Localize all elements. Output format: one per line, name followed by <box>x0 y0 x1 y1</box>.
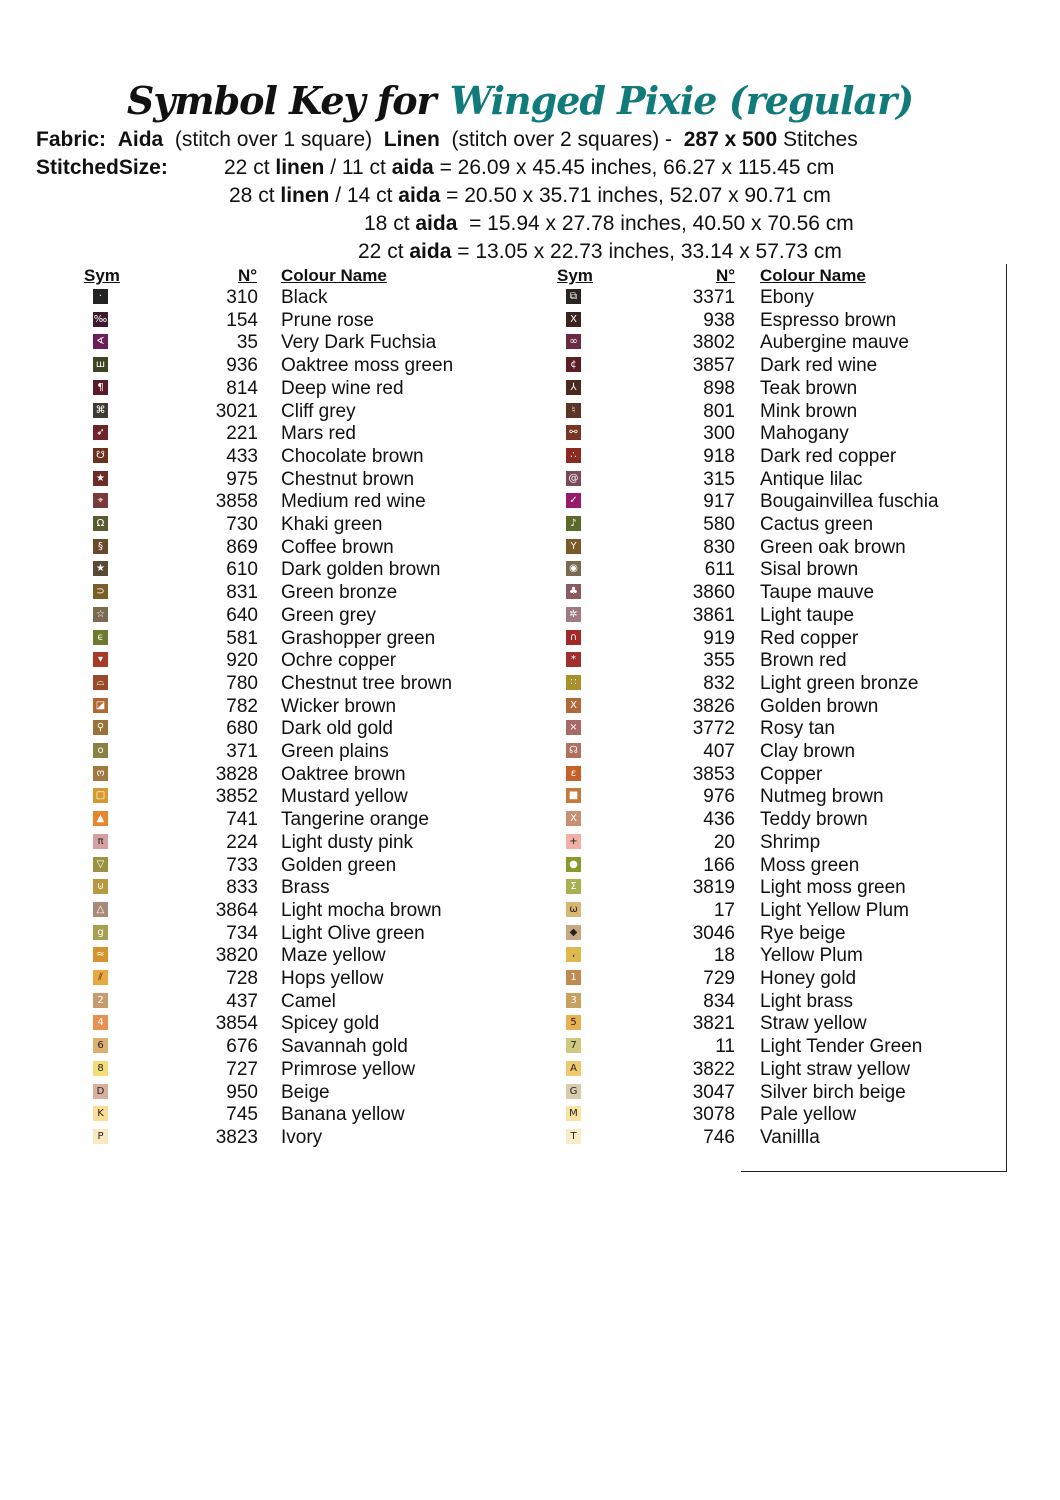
colour-name: Light moss green <box>760 877 906 899</box>
symbol-swatch-icon: ⌘ <box>93 403 108 418</box>
stitch-count: 287 x 500 <box>683 128 778 151</box>
thread-number: 355 <box>703 650 735 672</box>
colour-name: Oaktree brown <box>281 763 406 785</box>
colour-name: Wicker brown <box>281 695 397 717</box>
colour-name: Nutmeg brown <box>760 786 884 808</box>
colour-name: Dark old gold <box>281 718 393 740</box>
thread-number: 834 <box>703 990 735 1012</box>
symbol-swatch-icon: ⌖ <box>93 493 108 508</box>
colour-name: Ebony <box>760 287 814 308</box>
symbol-swatch-icon: ⧉ <box>566 289 581 304</box>
colour-name: Cactus green <box>760 514 874 535</box>
colour-name: Straw yellow <box>760 1013 867 1035</box>
symbol-swatch-icon: ☋ <box>93 448 108 463</box>
symbol-swatch-icon: ◉ <box>566 561 581 576</box>
colour-name: Mars red <box>281 423 356 445</box>
symbol-swatch-icon: M <box>566 1106 581 1121</box>
table-border-bottom <box>741 1171 1007 1172</box>
thread-number: 780 <box>226 672 258 694</box>
fabric-label: Fabric: <box>36 128 107 151</box>
symbol-swatch-icon: ♣ <box>566 584 581 599</box>
colour-name: Grashopper green <box>281 627 436 649</box>
thread-number: 3828 <box>215 763 258 785</box>
thread-number: 917 <box>703 491 735 513</box>
symbol-swatch-icon: Ω <box>93 516 108 531</box>
size-line-2: 28 ct linen / 14 ct aida = 20.50 x 35.71 inches, 52.07 x 90.71 cm <box>229 184 831 207</box>
symbol-swatch-icon: o <box>93 743 108 758</box>
thread-number: 801 <box>703 400 735 422</box>
pattern-name: Winged Pixie (regular) <box>449 78 914 123</box>
thread-number: 221 <box>226 423 258 445</box>
symbol-swatch-icon: D <box>93 1084 108 1099</box>
thread-number: 741 <box>226 809 258 831</box>
colour-name: Chestnut tree brown <box>281 672 453 694</box>
symbol-swatch-icon: ε <box>566 766 581 781</box>
thread-number: 830 <box>703 536 735 558</box>
thread-number: 728 <box>226 968 258 989</box>
thread-number: 936 <box>226 355 258 377</box>
symbol-swatch-icon: ◆ <box>566 925 581 940</box>
thread-number: 733 <box>226 854 258 876</box>
symbol-swatch-icon: T <box>566 1129 581 1144</box>
thread-number: 3857 <box>692 355 735 377</box>
symbol-swatch-icon: ◪ <box>93 698 108 713</box>
thread-number: 729 <box>703 968 735 989</box>
colour-name: Light dusty pink <box>281 831 414 853</box>
symbol-swatch-icon: × <box>566 720 581 735</box>
size-line-1: 22 ct linen / 11 ct aida = 26.09 x 45.45 inches, 66.27 x 115.45 cm <box>224 156 835 179</box>
thread-number: 310 <box>226 287 258 308</box>
colour-name: Light Yellow Plum <box>760 899 909 921</box>
colour-name: Dark red wine <box>760 355 878 377</box>
colour-name: Shrimp <box>760 831 821 853</box>
symbol-swatch-icon: ∢ <box>93 334 108 349</box>
symbol-swatch-icon: Σ <box>566 879 581 894</box>
thread-number: 3772 <box>692 718 735 740</box>
symbol-swatch-icon: ¶ <box>93 380 108 395</box>
colour-name: Medium red wine <box>281 491 426 513</box>
header-name-right: Colour Name <box>760 266 866 285</box>
thread-number: 3852 <box>215 786 258 808</box>
symbol-swatch-icon: ✓ <box>566 493 581 508</box>
colour-name: Mustard yellow <box>281 786 408 808</box>
colour-name: Black <box>281 287 328 308</box>
colour-name: Green grey <box>281 604 377 626</box>
symbol-swatch-icon: G <box>566 1084 581 1099</box>
thread-number: 831 <box>226 582 258 604</box>
thread-number: 17 <box>713 899 735 921</box>
thread-number: 680 <box>226 718 258 740</box>
colour-name: Vanillla <box>760 1126 820 1148</box>
colour-name: Light brass <box>760 990 853 1012</box>
symbol-swatch-icon: ▾ <box>93 652 108 667</box>
header-sym-left: Sym <box>84 266 120 285</box>
colour-name: Ochre copper <box>281 650 397 672</box>
symbol-swatch-icon: X <box>566 698 581 713</box>
symbol-swatch-icon: ، <box>566 947 581 962</box>
colour-name: Cliff grey <box>281 400 356 422</box>
symbol-swatch-icon: ⚯ <box>566 425 581 440</box>
symbol-swatch-icon: ⅄ <box>566 380 581 395</box>
thread-number: 437 <box>226 990 258 1012</box>
symbol-swatch-icon: ♪ <box>566 516 581 531</box>
thread-number: 315 <box>703 468 735 490</box>
symbol-swatch-icon: ϵ <box>93 630 108 645</box>
colour-name: Dark golden brown <box>281 559 441 581</box>
thread-number: 580 <box>703 514 735 535</box>
colour-name: Beige <box>281 1081 330 1103</box>
colour-name: Taupe mauve <box>760 582 875 604</box>
symbol-swatch-icon: 2 <box>93 993 108 1008</box>
stitched-size-label: StitchedSize: <box>36 156 168 179</box>
colour-name: Primrose yellow <box>281 1058 416 1080</box>
colour-name: Green oak brown <box>760 536 906 558</box>
thread-number: 730 <box>226 514 258 535</box>
colour-name: Deep wine red <box>281 377 404 399</box>
colour-name: Green plains <box>281 741 389 762</box>
symbol-swatch-icon: ‰ <box>93 313 108 325</box>
thread-number: 3823 <box>215 1126 258 1148</box>
table-border-right <box>1006 264 1007 1172</box>
symbol-swatch-icon: ★ <box>93 471 108 486</box>
symbol-swatch-icon: ■ <box>566 788 581 803</box>
colour-name: Brown red <box>760 650 847 672</box>
symbol-swatch-icon: ☆ <box>93 607 108 622</box>
symbol-swatch-icon: 6 <box>93 1038 108 1053</box>
colour-name: Oaktree moss green <box>281 355 454 377</box>
symbol-swatch-icon: ⚲ <box>93 720 108 735</box>
symbol-swatch-icon: ⊍ <box>93 879 108 894</box>
colour-name: Banana yellow <box>281 1104 405 1126</box>
thread-number: 581 <box>226 627 258 649</box>
thread-number: 745 <box>226 1104 258 1126</box>
symbol-swatch-icon: ∞ <box>566 334 581 349</box>
symbol-swatch-icon: § <box>93 539 108 554</box>
header-num-left: N° <box>238 266 258 285</box>
colour-name: Copper <box>760 763 823 785</box>
symbol-swatch-icon: ● <box>566 857 581 872</box>
thread-number: 746 <box>703 1126 735 1148</box>
symbol-swatch-icon: ⊃ <box>93 584 108 599</box>
symbol-swatch-icon: X <box>566 811 581 826</box>
symbol-swatch-icon: □ <box>93 788 108 803</box>
thread-number: 3820 <box>215 945 258 967</box>
thread-number: 224 <box>226 831 258 853</box>
thread-number: 3822 <box>692 1058 735 1080</box>
colour-name: Bougainvillea fuschia <box>760 491 939 513</box>
header-num-right: N° <box>716 266 736 285</box>
colour-name: Brass <box>281 877 330 899</box>
thread-number: 3826 <box>692 695 735 717</box>
thread-number: 3078 <box>692 1104 735 1126</box>
colour-name: Mahogany <box>760 423 849 445</box>
header-name-left: Colour Name <box>281 266 387 285</box>
symbol-swatch-icon: ➶ <box>93 425 108 440</box>
colour-name: Chestnut brown <box>281 468 415 490</box>
thread-number: 734 <box>226 922 258 944</box>
colour-name: Light taupe <box>760 604 855 626</box>
colour-name: Clay brown <box>760 741 856 762</box>
colour-name: Silver birch beige <box>760 1081 906 1103</box>
symbol-swatch-icon: ∴ <box>566 448 581 463</box>
symbol-swatch-icon: △ <box>93 902 108 917</box>
thread-number: 976 <box>703 786 735 808</box>
thread-number: 938 <box>703 309 735 331</box>
colour-name: Prune rose <box>281 309 374 331</box>
symbol-swatch-icon: ☊ <box>566 743 581 758</box>
colour-name: Spicey gold <box>281 1013 380 1035</box>
thread-number: 154 <box>226 309 258 331</box>
symbol-swatch-icon: π <box>93 834 108 849</box>
thread-number: 3864 <box>215 899 258 921</box>
thread-number: 3858 <box>215 491 258 513</box>
symbol-swatch-icon: ω <box>566 902 581 917</box>
thread-number: 3854 <box>215 1013 258 1035</box>
symbol-swatch-icon: 5 <box>566 1015 581 1030</box>
thread-number: 3861 <box>692 604 735 626</box>
colour-name: Mink brown <box>760 400 858 422</box>
symbol-swatch-icon: X <box>566 312 581 327</box>
symbol-swatch-icon: ★ <box>93 561 108 576</box>
colour-name: Light Olive green <box>281 922 425 944</box>
thread-number: 950 <box>226 1081 258 1103</box>
colour-name: Red copper <box>760 627 859 649</box>
colour-name: Dark red copper <box>760 445 897 467</box>
colour-name: Golden brown <box>760 695 879 717</box>
thread-number: 20 <box>713 831 735 853</box>
thread-number: 11 <box>715 1036 735 1058</box>
symbol-swatch-icon: ⌓ <box>93 675 108 690</box>
colour-name: Teddy brown <box>760 809 868 831</box>
thread-number: 920 <box>226 650 258 672</box>
fabric-line <box>36 128 858 152</box>
thread-number: 18 <box>713 945 735 967</box>
size-line-4: 22 ct aida = 13.05 x 22.73 inches, 33.14 x 57.73 cm <box>358 240 842 263</box>
colour-name: Very Dark Fuchsia <box>281 332 437 354</box>
header-sym-right: Sym <box>557 266 593 285</box>
thread-number: 975 <box>226 468 258 490</box>
thread-number: 3860 <box>692 582 735 604</box>
symbol-swatch-icon: ≈ <box>93 947 108 962</box>
thread-number: 35 <box>236 332 258 354</box>
symbol-swatch-icon: ✲ <box>566 607 581 622</box>
symbol-swatch-icon: 8 <box>93 1061 108 1076</box>
colour-name: Antique lilac <box>760 468 863 490</box>
colour-name: Light straw yellow <box>760 1058 910 1080</box>
thread-number: 918 <box>703 445 735 467</box>
symbol-swatch-icon: ▽ <box>93 857 108 872</box>
linen-note: (stitch over 2 squares) - <box>451 128 673 151</box>
symbol-swatch-icon: 3 <box>566 993 581 1008</box>
symbol-swatch-icon: 4 <box>93 1015 108 1030</box>
thread-number: 433 <box>226 445 258 467</box>
colour-name: Light mocha brown <box>281 899 442 921</box>
symbol-swatch-icon: @ <box>566 471 581 486</box>
colour-name: Tangerine orange <box>281 809 429 831</box>
symbol-swatch-icon: K <box>93 1106 108 1121</box>
symbol-swatch-icon: ∩ <box>566 630 581 645</box>
stitches-label: Stitches <box>783 128 858 151</box>
thread-number: 166 <box>703 854 735 876</box>
thread-number: 300 <box>703 423 735 445</box>
thread-number: 611 <box>704 559 735 581</box>
symbol-swatch-icon: ♮ <box>566 403 581 418</box>
symbol-swatch-icon: P <box>93 1129 108 1144</box>
thread-number: 832 <box>703 672 735 694</box>
fabric-aida: Aida <box>117 128 164 151</box>
symbol-swatch-icon: + <box>566 834 581 849</box>
thread-number: 727 <box>226 1058 258 1080</box>
symbol-swatch-icon: 1 <box>566 970 581 985</box>
thread-number: 3046 <box>692 922 735 944</box>
symbol-swatch-icon: ш <box>93 357 108 372</box>
thread-number: 3371 <box>692 287 735 308</box>
thread-number: 898 <box>703 377 735 399</box>
colour-name: Espresso brown <box>760 309 897 331</box>
thread-number: 3021 <box>215 400 258 422</box>
thread-number: 833 <box>226 877 258 899</box>
thread-number: 3047 <box>692 1081 735 1103</box>
colour-name: Chocolate brown <box>281 445 424 467</box>
colour-name: Light green bronze <box>760 672 919 694</box>
colour-name: Green bronze <box>281 582 398 604</box>
colour-name: Honey gold <box>760 968 857 989</box>
colour-name: Ivory <box>281 1126 323 1148</box>
thread-number: 814 <box>226 377 258 399</box>
colour-name: Teak brown <box>760 377 858 399</box>
symbol-swatch-icon: ⫽ <box>93 970 108 985</box>
thread-number: 869 <box>226 536 258 558</box>
thread-number: 676 <box>226 1036 258 1058</box>
colour-name: Maze yellow <box>281 945 386 967</box>
symbol-swatch-icon: ო <box>93 766 108 781</box>
thread-number: 610 <box>226 559 258 581</box>
colour-name: Pale yellow <box>760 1104 857 1126</box>
fabric-linen: Linen <box>383 128 440 151</box>
symbol-swatch-icon: ▲ <box>93 811 108 826</box>
thread-number: 919 <box>703 627 735 649</box>
thread-number: 407 <box>703 741 735 762</box>
colour-name: Hops yellow <box>281 968 384 989</box>
colour-name: Khaki green <box>281 514 383 535</box>
colour-name: Yellow Plum <box>760 945 863 967</box>
thread-number: 782 <box>226 695 258 717</box>
symbol-swatch-icon: A <box>566 1061 581 1076</box>
title-prefix: Symbol Key for <box>126 78 436 123</box>
symbol-swatch-icon: Y <box>566 539 581 554</box>
symbol-swatch-icon: g <box>93 925 108 940</box>
symbol-swatch-icon: * <box>566 652 581 667</box>
colour-name: Savannah gold <box>281 1036 408 1058</box>
colour-name: Sisal brown <box>760 559 859 581</box>
thread-number: 371 <box>226 741 258 762</box>
page-title <box>0 78 1040 123</box>
colour-name: Golden green <box>281 854 397 876</box>
colour-name: Rosy tan <box>760 718 835 740</box>
thread-number: 640 <box>226 604 258 626</box>
thread-number: 3821 <box>692 1013 735 1035</box>
colour-name: Light Tender Green <box>760 1036 923 1058</box>
symbol-swatch-icon: ¢ <box>566 357 581 372</box>
thread-number: 3819 <box>692 877 735 899</box>
colour-name: Moss green <box>760 854 860 876</box>
thread-number: 3853 <box>692 763 735 785</box>
aida-note: (stitch over 1 square) <box>174 128 373 151</box>
symbol-swatch-icon: 7 <box>566 1038 581 1053</box>
colour-name: Aubergine mauve <box>760 332 909 354</box>
colour-name: Coffee brown <box>281 536 394 558</box>
size-line-3: 18 ct aida = 15.94 x 27.78 inches, 40.50 x 70.56 cm <box>364 212 854 235</box>
colour-name: Rye beige <box>760 922 846 944</box>
thread-number: 436 <box>703 809 735 831</box>
thread-number: 3802 <box>692 332 735 354</box>
colour-name: Camel <box>281 990 336 1012</box>
symbol-swatch-icon: ∷ <box>566 675 581 690</box>
symbol-swatch-icon: · <box>93 289 108 304</box>
